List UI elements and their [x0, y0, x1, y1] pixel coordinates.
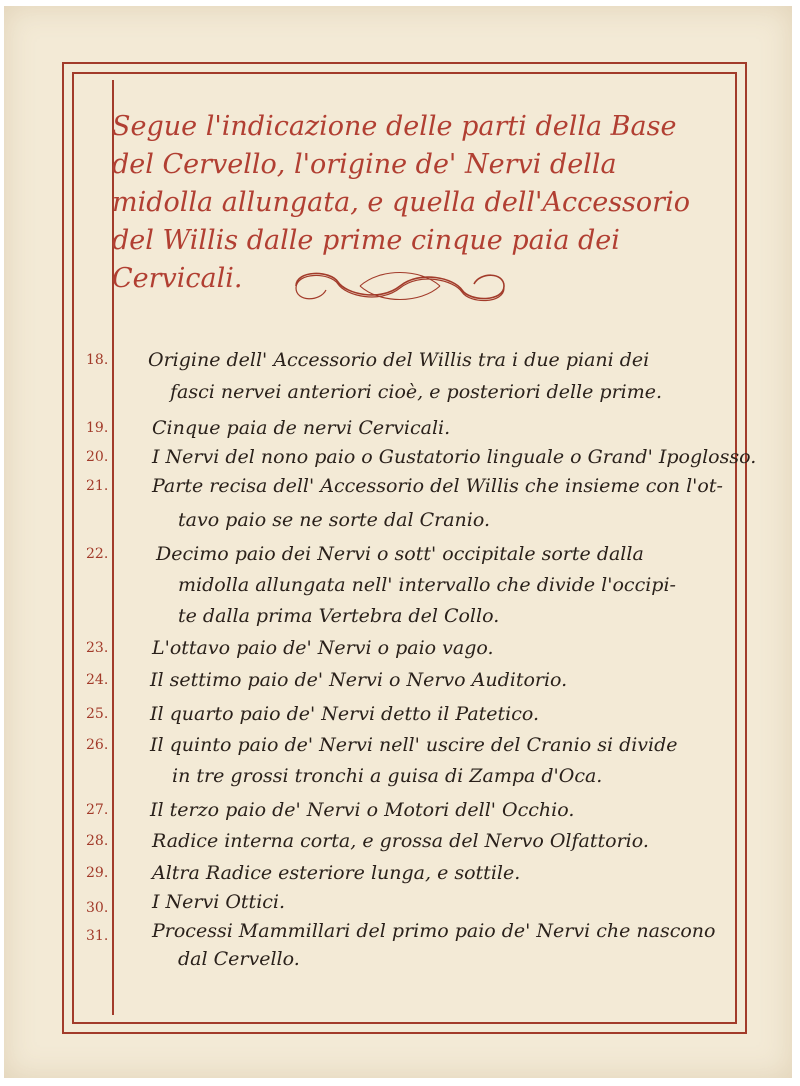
entry-line: Cinque paia de nervi Cervicali.	[152, 417, 451, 439]
entry-line: te dalla prima Vertebra del Collo.	[178, 605, 500, 627]
entry-line: dal Cervello.	[178, 948, 300, 970]
flourish-icon	[290, 262, 510, 310]
entry-number: 22.	[86, 546, 109, 562]
entry-number: 24.	[86, 672, 109, 688]
entry-line: fasci nervei anteriori cioè, e posteriori delle prime.	[170, 381, 663, 403]
entry-line: I Nervi del nono paio o Gustatorio linguale o Grand' Ipoglosso.	[152, 446, 757, 468]
entry-number: 23.	[86, 640, 109, 656]
entry-line: Altra Radice esteriore lunga, e sottile.	[152, 862, 521, 884]
entry-line: I Nervi Ottici.	[152, 891, 286, 913]
entry-number: 20.	[86, 449, 109, 465]
entry-line: Decimo paio dei Nervi o sott' occipitale sorte dalla	[156, 543, 644, 565]
entry-line: Parte recisa dell' Accessorio del Willis che insieme con l'ot-	[152, 475, 723, 497]
entry-line: tavo paio se ne sorte dal Cranio.	[178, 509, 490, 531]
entry-line: Processi Mammillari del primo paio de' Nervi che nascono	[152, 920, 716, 942]
entry-line: Il quarto paio de' Nervi detto il Patetico.	[150, 703, 540, 725]
entry-number: 25.	[86, 706, 109, 722]
entry-number: 18.	[86, 352, 109, 368]
entry-line: Origine dell' Accessorio del Willis tra i due piani dei	[148, 349, 650, 371]
entry-line: midolla allungata nell' intervallo che divide l'occipi-	[178, 574, 676, 596]
entry-number: 30.	[86, 900, 109, 916]
entry-number: 28.	[86, 833, 109, 849]
entry-line: Il settimo paio de' Nervi o Nervo Auditorio.	[150, 669, 568, 691]
entry-line: Radice interna corta, e grossa del Nervo Olfattorio.	[152, 830, 649, 852]
entry-number: 21.	[86, 478, 109, 494]
entry-number: 29.	[86, 865, 109, 881]
entry-number: 27.	[86, 802, 109, 818]
entry-number: 26.	[86, 737, 109, 753]
entry-line: L'ottavo paio de' Nervi o paio vago.	[152, 637, 494, 659]
entry-line: Il quinto paio de' Nervi nell' uscire del Cranio si divide	[150, 734, 678, 756]
entry-number: 19.	[86, 420, 109, 436]
entry-line: in tre grossi tronchi a guisa di Zampa d'Oca.	[172, 765, 603, 787]
page-title: Segue l'indicazione delle parti della Base del Cervello, l'origine de' Nervi della midolla allungata, e quella dell'Accessorio del Willis dalle prime cinque paia dei Cervicali.	[112, 111, 690, 294]
entry-number: 31.	[86, 928, 109, 944]
entry-line: Il terzo paio de' Nervi o Motori dell' Occhio.	[150, 799, 575, 821]
